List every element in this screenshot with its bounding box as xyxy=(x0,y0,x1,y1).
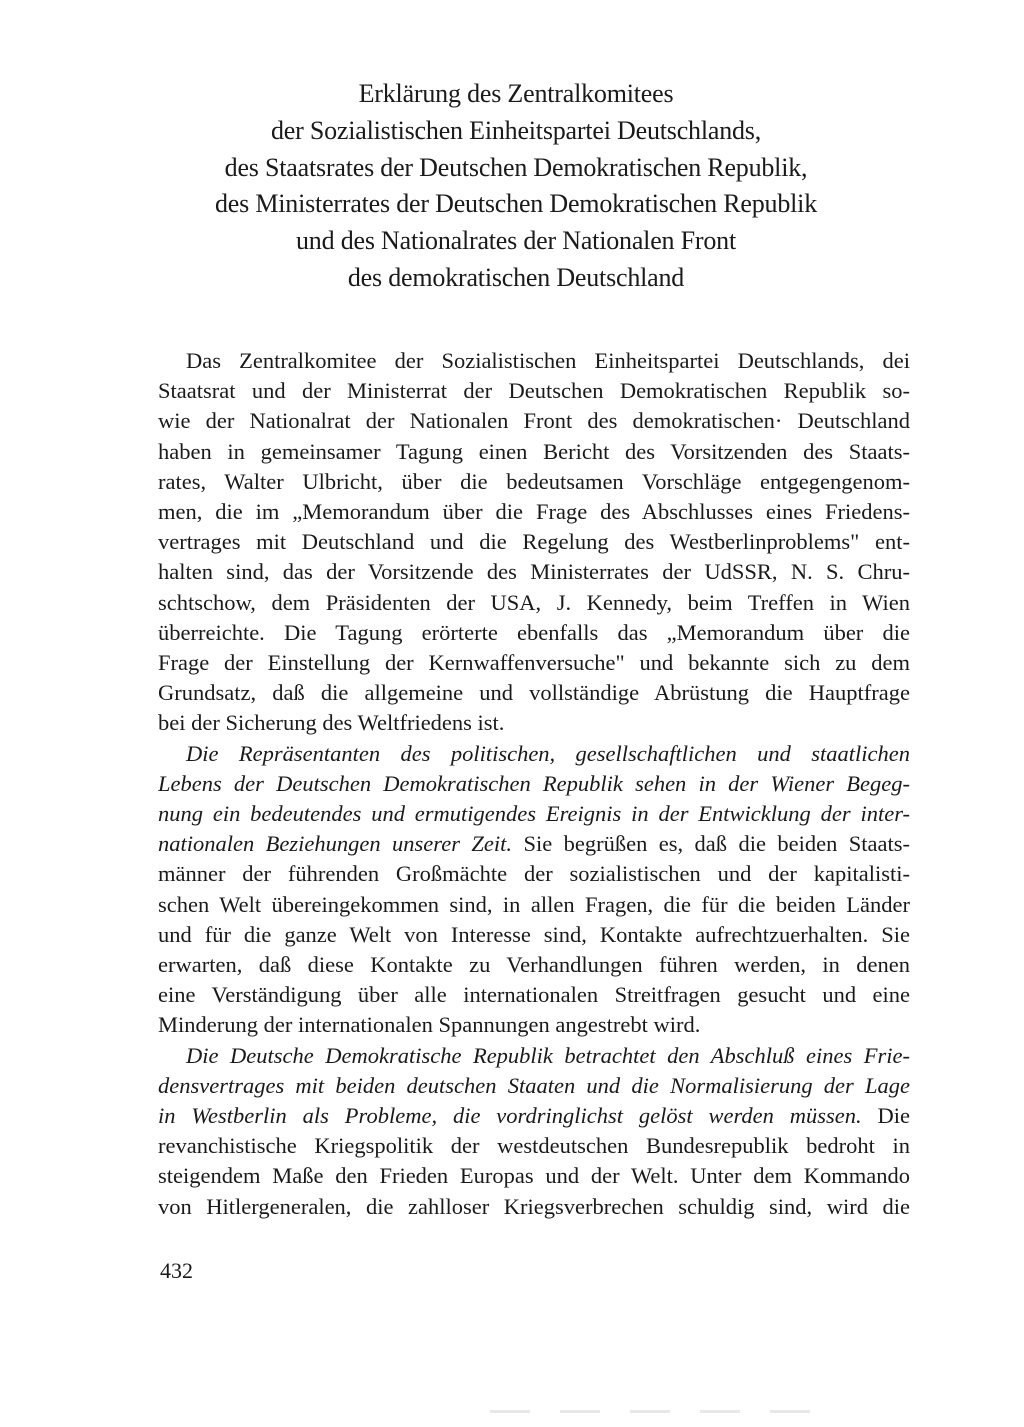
mixed-text-line xyxy=(158,829,910,859)
text-line: rates, Walter Ulbricht, über die bedeutsamen Vorschläge entgegengenom- xyxy=(158,468,910,494)
title-line: Erklärung des Zentralkomitees xyxy=(358,79,674,108)
document-title xyxy=(150,76,882,297)
roman-segment: Die xyxy=(861,1103,910,1129)
scan-artifact xyxy=(490,1410,820,1413)
title-line: der Sozialistischen Einheitspartei Deutschlands, xyxy=(270,115,762,145)
text-line: Staatsrat und der Ministerrat der Deutschen Demokratischen Republik so- xyxy=(158,378,910,404)
text-line: Das Zentralkomitee der Sozialistischen Einheitspartei Deutschlands, dei xyxy=(186,348,910,373)
mixed-text-line xyxy=(158,1101,910,1131)
italic-segment: in Westberlin als Probleme, die vordringlichst gelöst werden müssen. xyxy=(158,1103,862,1129)
title-line: des Staatsrates der Deutschen Demokratischen Republik, xyxy=(224,152,808,182)
text-line: männer der führenden Großmächte der sozialistischen und der kapitalisti- xyxy=(158,861,910,887)
text-line: steigendem Maße den Frieden Europas und der Welt. Unter dem Kommando xyxy=(158,1163,910,1189)
text-line: von Hitlergeneralen, die zahlloser Kriegsverbrechen schuldig sind, wird die xyxy=(158,1193,910,1219)
text-line: wie der Nationalrat der Nationalen Front des demokratischen· Deutschland xyxy=(158,408,910,434)
title-line: des demokratischen Deutschland xyxy=(347,262,685,292)
italic-segment: nationalen Beziehungen unserer Zeit. xyxy=(158,831,513,857)
text-line: haben in gemeinsamer Tagung einen Bericht des Vorsitzenden des Staats- xyxy=(158,438,910,464)
text-line: men, die im „Memorandum über die Frage des Abschlusses eines Friedens- xyxy=(158,499,910,525)
body-text xyxy=(158,346,910,1222)
text-line: vertrages mit Deutschland und die Regelung des Westberlinproblems" ent- xyxy=(158,529,910,555)
paragraph-2 xyxy=(158,739,910,1041)
italic-text-line: densvertrages mit beiden deutschen Staaten und die Normalisierung der Lage xyxy=(158,1072,910,1098)
italic-text-line: Die Deutsche Demokratische Republik betrachtet den Abschluß eines Frie- xyxy=(186,1042,910,1068)
roman-segment: Sie begrüßen es, daß die beiden Staats- xyxy=(512,831,910,857)
title-line: und des Nationalrates der Nationalen Front xyxy=(296,226,736,256)
text-line: überreichte. Die Tagung erörterte ebenfalls das „Memorandum über die xyxy=(158,619,910,645)
text-line: erwarten, daß diese Kontakte zu Verhandlungen führen werden, in denen xyxy=(158,952,910,978)
text-line: eine Verständigung über alle internationalen Streitfragen gesucht und eine xyxy=(158,982,910,1008)
italic-text-line: Die Repräsentanten des politischen, gesellschaftlichen und staatlichen xyxy=(186,740,910,766)
text-line: revanchistische Kriegspolitik der westdeutschen Bundesrepublik bedroht in xyxy=(158,1133,910,1159)
title-line: des Ministerrates der Deutschen Demokratischen Republik xyxy=(215,189,817,219)
text-line: und für die ganze Welt von Interesse sind, Kontakte aufrechtzuerhalten. Sie xyxy=(158,921,910,947)
text-line: schen Welt übereingekommen sind, in allen Fragen, die für die beiden Länder xyxy=(158,891,910,917)
text-line: Frage der Einstellung der Kernwaffenversuche" und bekannte sich zu dem xyxy=(158,650,910,676)
page-number: 432 xyxy=(160,1258,193,1283)
paragraph-1 xyxy=(158,346,910,739)
text-line: Grundsatz, daß die allgemeine und vollständige Abrüstung die Hauptfrage xyxy=(158,680,910,706)
text-line: schtschow, dem Präsidenten der USA, J. Kennedy, beim Treffen in Wien xyxy=(158,589,910,615)
text-line: bei der Sicherung des Weltfriedens ist. xyxy=(158,710,505,736)
text-line: halten sind, das der Vorsitzende des Ministerrates der UdSSR, N. S. Chru- xyxy=(158,559,910,585)
italic-text-line: Lebens der Deutschen Demokratischen Republik sehen in der Wiener Begeg- xyxy=(158,770,910,796)
italic-text-line: nung ein bedeutendes und ermutigendes Ereignis in der Entwicklung der inter- xyxy=(158,801,910,827)
text-line: Minderung der internationalen Spannungen angestrebt wird. xyxy=(158,1012,701,1038)
paragraph-3 xyxy=(158,1041,910,1222)
